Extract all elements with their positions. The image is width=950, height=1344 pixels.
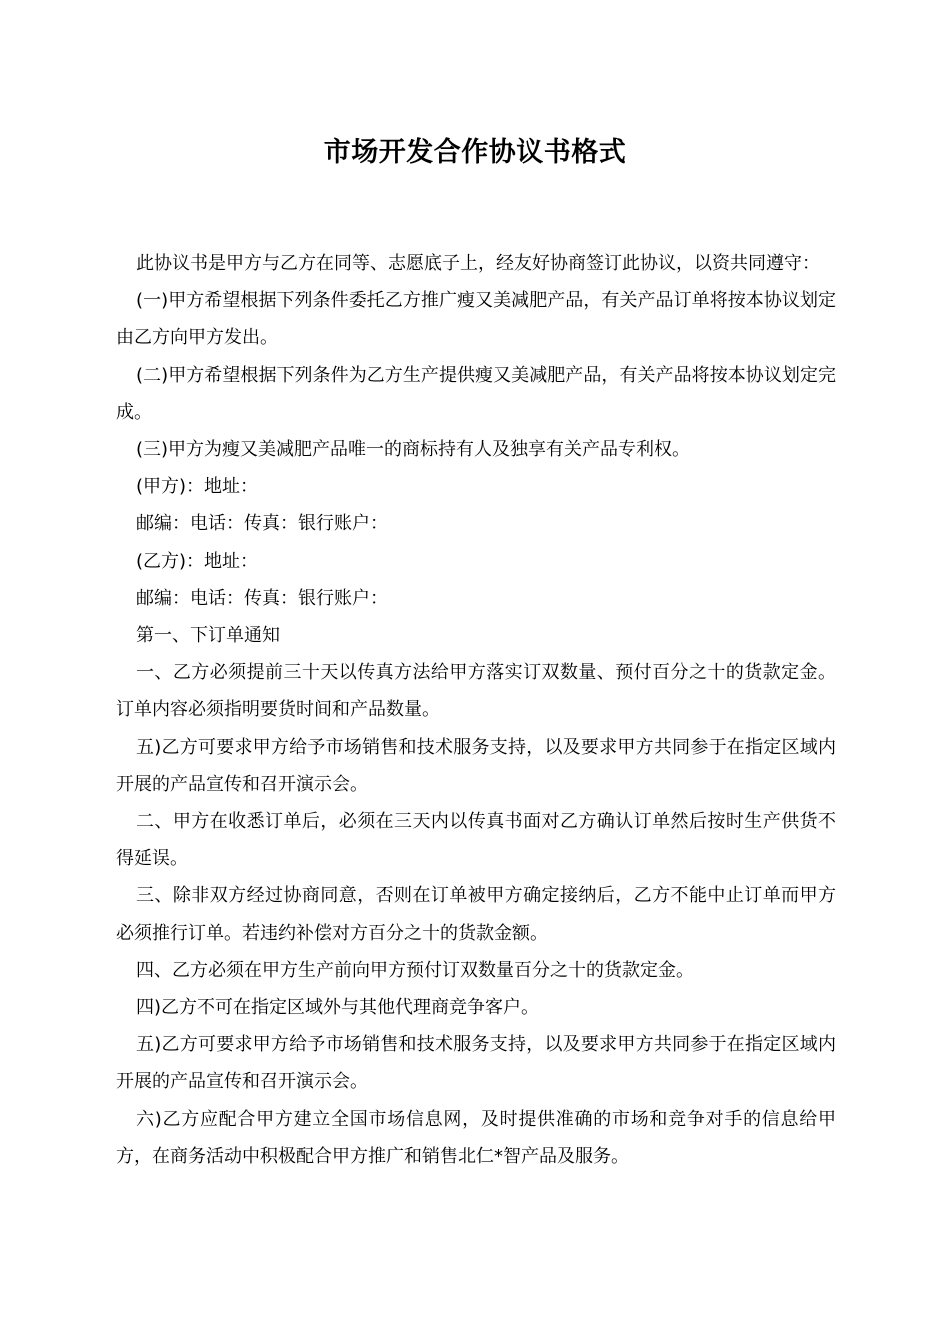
paragraph-order-4: 四、乙方必须在甲方生产前向甲方预付订双数量百分之十的货款定金。 bbox=[136, 959, 694, 981]
paragraph-preamble: 此协议书是甲方与乙方在同等、志愿底子上，经友好协商签订此协议，以资共同遵守： bbox=[136, 253, 820, 274]
paragraph-support-5a: 五)乙方可要求甲方给予市场销售和技术服务支持，以及要求甲方共同参于在指定区域内开展的产品宣传和召开演示会。 bbox=[116, 736, 836, 795]
party-a-address: (甲方)：地址： bbox=[136, 476, 259, 498]
paragraph-clause-2: (二)甲方希望根据下列条件为乙方生产提供瘦又美减肥产品，有关产品将按本协议划定完成。 bbox=[116, 364, 836, 423]
party-b-contact: 邮编：电话：传真：银行账户： bbox=[136, 587, 388, 609]
paragraph-support-5b: 五)乙方可要求甲方给予市场销售和技术服务支持，以及要求甲方共同参于在指定区域内开展的产品宣传和召开演示会。 bbox=[116, 1034, 836, 1093]
party-a-contact: 邮编：电话：传真：银行账户： bbox=[136, 513, 388, 535]
document-title: 市场开发合作协议书格式 bbox=[323, 137, 627, 168]
paragraph-territory-4: 四)乙方不可在指定区域外与其他代理商竞争客户。 bbox=[136, 997, 540, 1019]
paragraph-order-3: 三、除非双方经过协商同意，否则在订单被甲方确定接纳后，乙方不能中止订单而甲方必须推行订单。若违约补偿对方百分之十的货款金额。 bbox=[116, 885, 836, 944]
paragraph-clause-1: (一)甲方希望根据下列条件委托乙方推广瘦又美减肥产品，有关产品订单将按本协议划定由乙方向甲方发出。 bbox=[116, 290, 836, 349]
paragraph-order-1: 一、乙方必须提前三十天以传真方法给甲方落实订双数量、预付百分之十的货款定金。订单内容必须指明要货时间和产品数量。 bbox=[116, 662, 836, 721]
section-heading-order-notice: 第一、下订单通知 bbox=[136, 625, 280, 647]
paragraph-clause-3: (三)甲方为瘦又美减肥产品唯一的商标持有人及独享有关产品专利权。 bbox=[136, 439, 691, 461]
party-b-address: (乙方)：地址： bbox=[136, 550, 259, 572]
paragraph-order-2: 二、甲方在收悉订单后，必须在三天内以传真书面对乙方确认订单然后按时生产供货不得延误。 bbox=[116, 811, 836, 870]
paragraph-market-info-6: 六)乙方应配合甲方建立全国市场信息网，及时提供准确的市场和竞争对手的信息给甲方，在商务活动中积极配合甲方推广和销售北仁*智产品及服务。 bbox=[116, 1108, 836, 1167]
document-body bbox=[116, 245, 836, 1175]
